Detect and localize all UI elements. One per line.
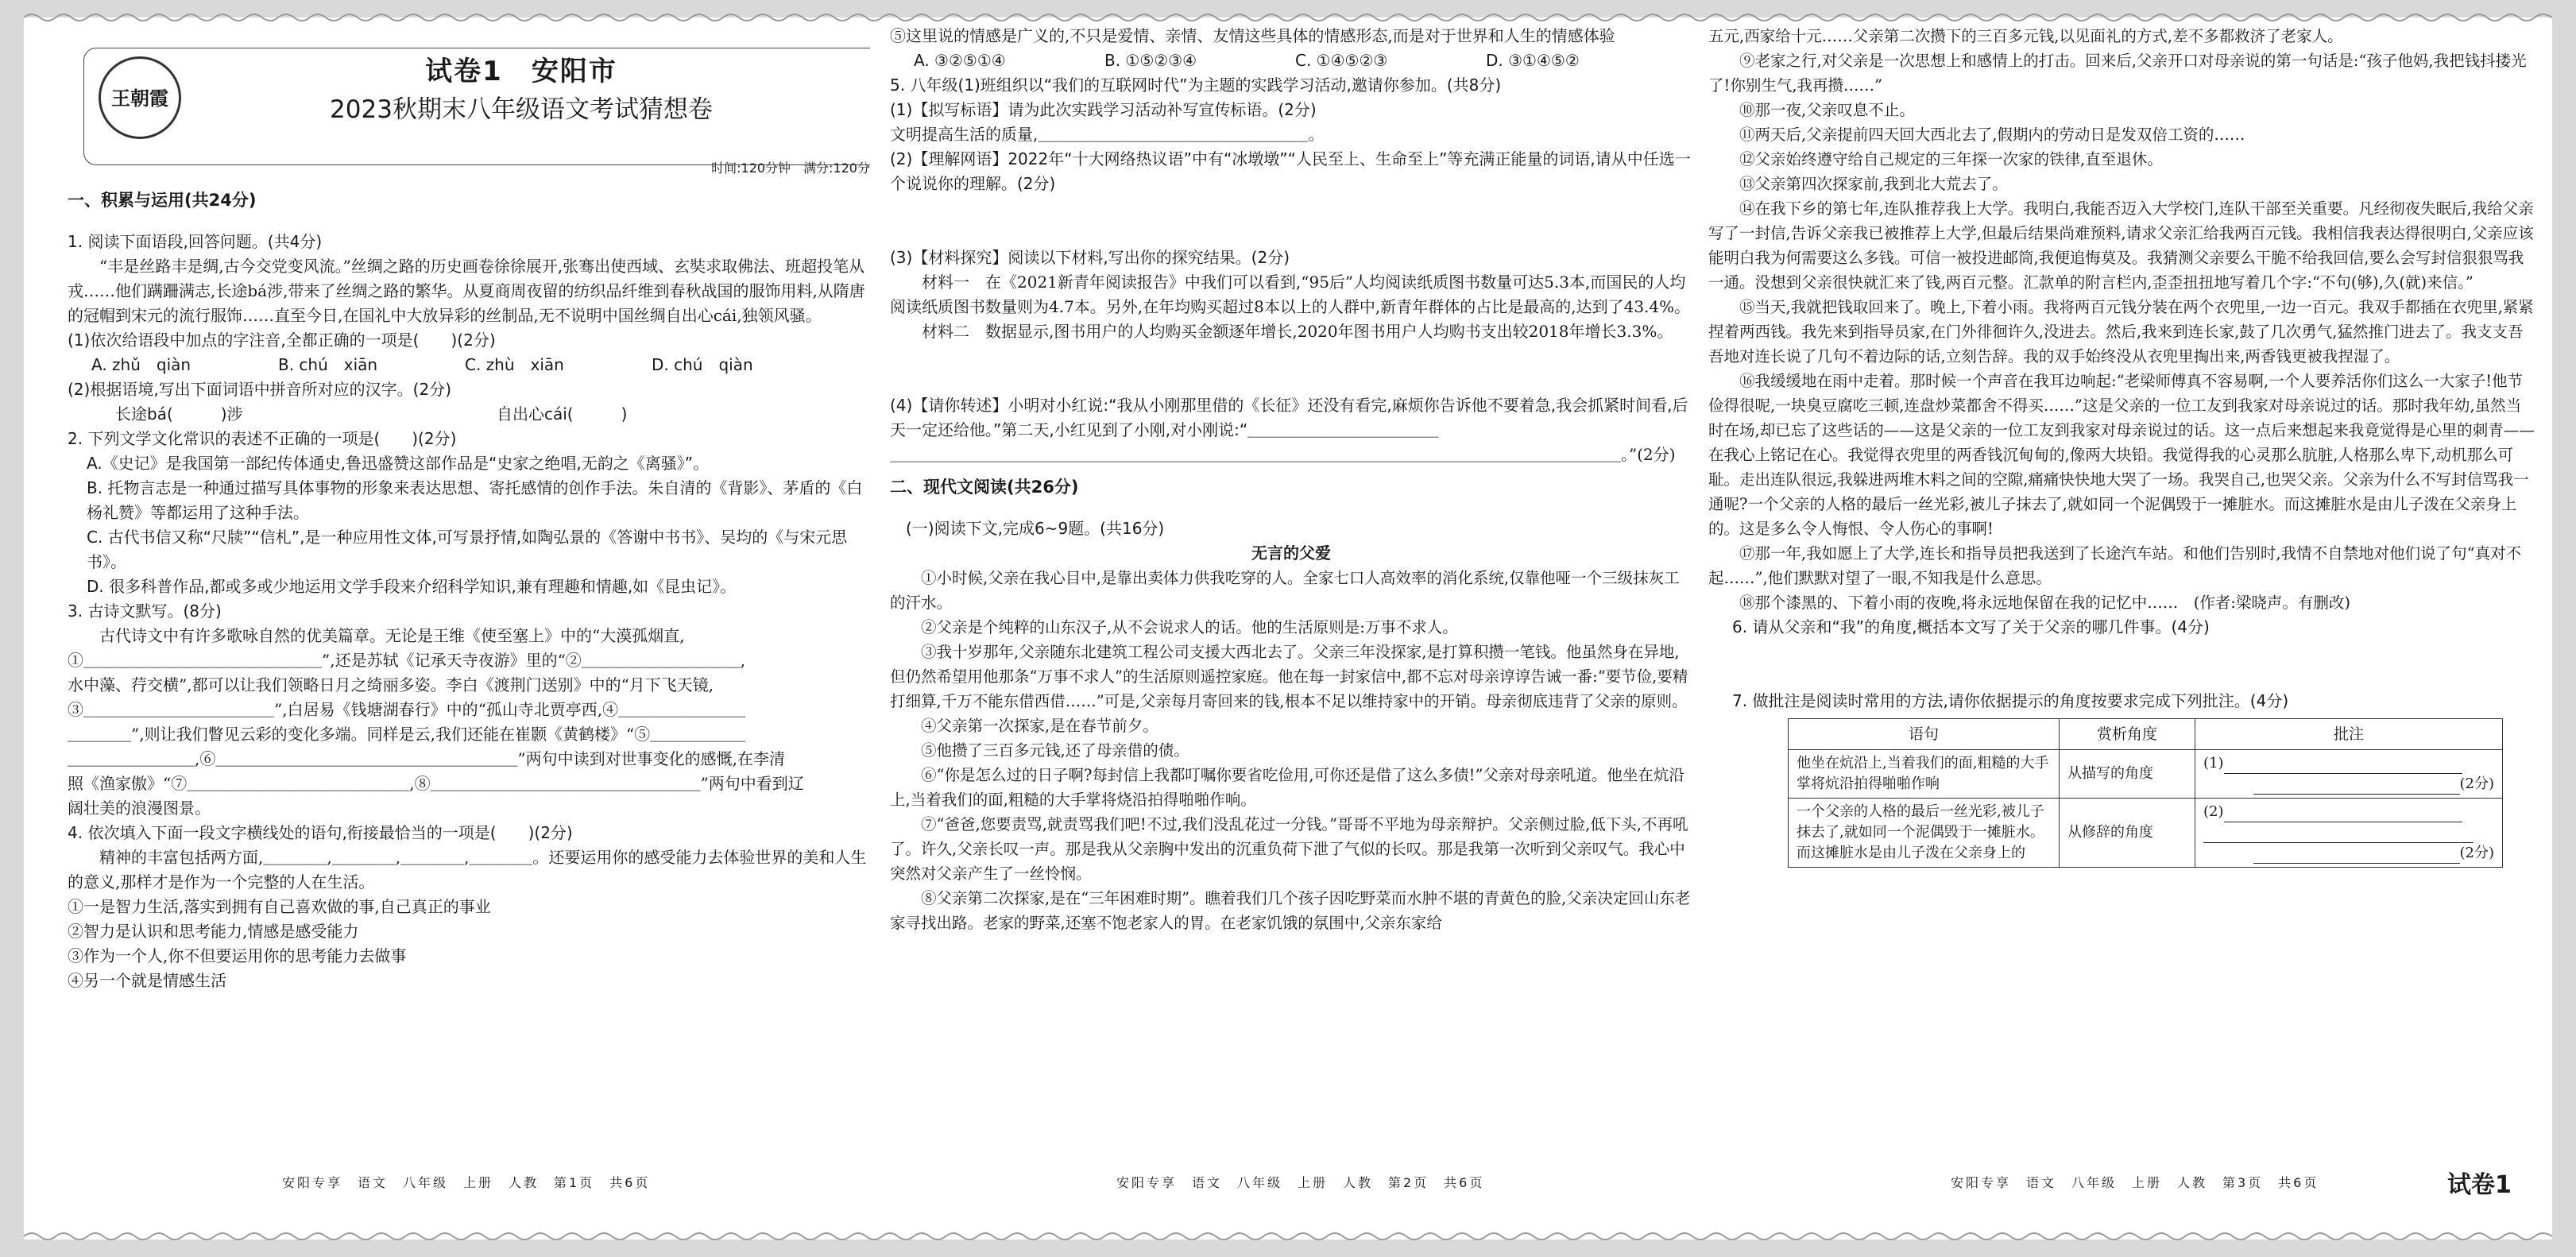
table-header-row bbox=[1789, 719, 2503, 750]
story-para-2: ②父亲是个纯粹的山东汉子,从不会说求人的话。他的生活原则是:万事不求人。 bbox=[921, 618, 1458, 636]
row1-score: (2分) bbox=[2459, 775, 2494, 792]
story-para-4: ④父亲第一次探家,是在春节前夕。 bbox=[921, 717, 1158, 735]
q3-line-1: 古代诗文中有许多歌咏自然的优美篇章。无论是王维《使至塞上》中的“大漠孤烟直, bbox=[99, 626, 685, 645]
q2-option-a: A.《史记》是我国第一部纪传体通史,鲁迅盛赞这部作品是“史家之绝唱,无韵之《离骚》”。 bbox=[87, 454, 710, 473]
story-para-6: ⑥“你是怎么过的日子啊?每封信上我都叮嘱你要省吃俭用,可你还是借了这么多债!”父亲对母亲吼道。他坐在炕沿上,当着我们的面,粗糙的大手掌将烧沿拍得啪啪作响。 bbox=[890, 766, 1684, 809]
row2-sentence: 一个父亲的人格的最后一丝光彩,被儿子抹去了,就如同一个泥偶毁于一摊脏水。而这摊脏水是由儿子泼在父亲身上的 bbox=[1789, 799, 2060, 868]
q4-option-b: B. ①⑤②③④ bbox=[1104, 51, 1197, 70]
q1-sub2: (2)根据语境,写出下面词语中拼音所对应的汉字。(2分) bbox=[68, 380, 452, 399]
q2-option-b: B. 托物言志是一种通过描写具体事物的形象来表达思想、寄托感情的创作手法。朱自清的《背影》、茅盾的《白杨礼赞》等都运用了这种手法。 bbox=[87, 478, 863, 522]
page-column-3 bbox=[1708, 24, 2535, 1144]
table-header-sentence: 语句 bbox=[1789, 719, 2060, 750]
q5-2-answer-space[interactable] bbox=[890, 196, 1692, 246]
page-column-2 bbox=[890, 24, 1692, 1144]
q1-passage: “丰是丝路丰是绸,古今交党变风流。”丝绸之路的历史画卷徐徐展开,张骞出使西域、玄奘求取佛法、班超投笔从戎……他们蹒跚满志,长途bá涉,带来了丝绸之路的繁华。从夏商周夜留的纺织品纤维到春秋战国的服饰用料,从隋唐的冠帽到宋元的流行服饰……直至今日,在国礼中大放异彩的丝制品,无不说明中国丝绸自出心cái,独领风骚。 bbox=[68, 257, 865, 325]
q3-line-4: ③＿＿＿＿＿＿＿＿＿＿＿＿”,白居易《钱塘湖春行》中的“孤山寺北贾亭西,④＿＿＿＿＿＿＿＿ bbox=[68, 700, 746, 719]
q1-option-d: D. chú qiàn bbox=[652, 355, 753, 374]
q4-item-1: ①一是智力生活,落实到拥有自己喜欢做的事,自己真正的事业 bbox=[68, 897, 491, 916]
row1-note-num: (1) bbox=[2203, 755, 2224, 772]
q1-sub1: (1)依次给语段中加点的字注音,全都正确的一项是( )(2分) bbox=[68, 331, 496, 350]
q3-line-3: 水中藻、荇交横”,都可以让我们领略日月之绮丽多姿。李白《渡荆门送别》中的“月下飞天镜, bbox=[68, 675, 714, 694]
logo-text: 王朝霞 bbox=[111, 86, 168, 110]
row2-note-cell[interactable] bbox=[2195, 799, 2503, 868]
q4-item-2: ②智力是认识和思考能力,情感是感受能力 bbox=[68, 922, 359, 941]
table-row bbox=[1789, 750, 2503, 799]
exam-header bbox=[68, 48, 870, 167]
story-para-14: ⑭在我下乡的第七年,连队推荐我上大学。我明白,我能否迈入大学校门,连队干部至关重要。凡经彻夜失眠后,我给父亲写了一封信,告诉父亲我已被推荐上大学,但最后结果尚难预料,请求父亲汇给我两百元钱。我相信我表达得很明白,父亲应该能明白我为何需要这么多钱。可信一被投进邮筒,我便追悔莫及。我猜测父亲要么干脆不给我回信,要么会写封信狠狠骂我一通。没想到父亲很快就汇来了钱,两百元整。汇款单的附言栏内,歪歪扭扭地写着几个字:“不句(够),久(就)来信。” bbox=[1708, 199, 2534, 292]
q5-1: (1)【拟写标语】请为此次实践学习活动补写宣传标语。(2分) bbox=[890, 100, 1317, 119]
story-para-8: ⑧父亲第二次探家,是在“三年困难时期”。瞧着我们几个孩子因吃野菜而水肿不堪的青黄色的脸,父亲决定回山东老家寻找出路。老家的野菜,还塞不饱老家人的胃。在老家饥饿的氛围中,父亲东家给 bbox=[890, 889, 1691, 932]
story-para-3: ③我十岁那年,父亲随东北建筑工程公司支援大西北去了。父亲三年没探家,是打算积攒一笔钱。他虽然身在异地,但仍然希望用他那条“万事不求人”的生活原则遥控家庭。他在每一封家信中,都不忘对母亲谆谆告诫一番:“要节俭,要精打细算,千万不能东借西借……”可是,父亲每月寄回来的钱,根本不足以维持家中的开销。母亲彻底违背了父亲的原则。 bbox=[890, 643, 1688, 710]
story-para-12: ⑫父亲始终遵守给自己规定的三年探一次家的铁律,直至退休。 bbox=[1739, 150, 2163, 168]
q4-options bbox=[890, 48, 1692, 73]
q2-option-c: C. 古代书信又称“尺牍”“信札”,是一种应用性文体,可写景抒情,如陶弘景的《答谢中书书》、吴均的《与宋元思书》。 bbox=[87, 528, 848, 571]
row1-angle: 从描写的角度 bbox=[2060, 750, 2195, 799]
footer-page-3: 安阳专享 语文 八年级 上册 人教 第3页 共6页 bbox=[1951, 1175, 2319, 1190]
title-box bbox=[83, 48, 870, 165]
paper-subtitle: 2023秋期末八年级语文考试猜想卷 bbox=[330, 95, 713, 124]
q1-sub2-item-2: 自出心cái( ) bbox=[497, 404, 628, 424]
q5-3-answer-space[interactable] bbox=[890, 344, 1692, 393]
q1-option-a: A. zhǔ qiàn bbox=[91, 355, 191, 374]
story-para-11: ⑪两天后,父亲提前四天回大西北去了,假期内的劳动日是发双倍工资的…… bbox=[1739, 126, 2245, 144]
q5-4: (4)【请你转述】小明对小红说:“我从小刚那里借的《长征》还没有看完,麻烦你告诉他不要着急,我会抓紧时间看,后天一定还给他。”第二天,小红见到了小刚,对小刚说:“＿＿＿＿＿＿＿＿＿＿＿＿ bbox=[890, 396, 1688, 439]
q4-item-3: ③作为一个人,你不但要运用你的思考能力去做事 bbox=[68, 946, 407, 965]
q2-option-d: D. 很多科普作品,都或多或少地运用文学手段来介绍科学知识,兼有理趣和情趣,如《昆虫记》。 bbox=[87, 577, 737, 596]
q5-1-answer-line[interactable]: 文明提高生活的质量,＿＿＿＿＿＿＿＿＿＿＿＿＿＿＿＿＿。 bbox=[890, 125, 1325, 144]
table-row bbox=[1789, 799, 2503, 868]
q5-stem: 5. 八年级(1)班组织以“我们的互联网时代”为主题的实践学习活动,邀请你参加。(共8分) bbox=[890, 75, 1502, 95]
wave-border-top bbox=[24, 11, 2552, 24]
page-column-1 bbox=[68, 48, 870, 1168]
story-para-8-cont: 五元,西家给十元……父亲第二次攒下的三百多元钱,以见面礼的方式,差不多都救济了老家人。 bbox=[1708, 27, 2343, 45]
q5-3-material-1: 材料一 在《2021新青年阅读报告》中我们可以看到,“95后”人均阅读纸质图书数量可达5.3本,而国民的人均阅读纸质图书数量则为4.7本。另外,在年均购买超过8本以上的人群中,新青年群体的占比是最高的,达到了43.4%。 bbox=[890, 273, 1691, 316]
q1-option-b: B. chú xiān bbox=[278, 355, 378, 374]
q1-stem: 1. 阅读下面语段,回答问题。(共4分) bbox=[68, 232, 323, 251]
q5-2: (2)【理解网语】2022年“十大网络热议语”中有“冰墩墩”“人民至上、生命至上”等充满正能量的词语,请从中任选一个说说你的理解。(2分) bbox=[890, 149, 1691, 193]
q3-line-7: 照《渔家傲》“⑦＿＿＿＿＿＿＿＿＿＿＿＿＿＿,⑧＿＿＿＿＿＿＿＿＿＿＿＿＿＿＿＿＿”两句中看到辽 bbox=[68, 774, 804, 793]
q4-passage: 精神的丰富包括两方面,＿＿＿＿,＿＿＿＿,＿＿＿＿,＿＿＿＿。还要运用你的感受能力去体验世界的美和人生的意义,那样才是作为一个完整的人在生活。 bbox=[68, 848, 867, 892]
q1-options bbox=[68, 353, 870, 377]
story-title: 无言的父爱 bbox=[1251, 543, 1331, 563]
paper-title: 试卷1 安阳市 bbox=[425, 56, 617, 87]
q4-option-a: A. ③②⑤①④ bbox=[914, 51, 1006, 70]
q1-option-c: C. zhù xiān bbox=[465, 355, 564, 374]
story-para-5: ⑤他攒了三百多元钱,还了母亲借的债。 bbox=[921, 741, 1189, 760]
q1-sub2-item-1: 长途bá( )涉 bbox=[115, 404, 243, 424]
q3-stem: 3. 古诗文默写。(8分) bbox=[68, 601, 222, 621]
q6-stem: 6. 请从父亲和“我”的角度,概括本文写了关于父亲的哪几件事。(4分) bbox=[1732, 617, 2210, 636]
paper-label: 试卷1 bbox=[2447, 1171, 2512, 1199]
q5-4-answer-line[interactable]: ＿＿＿＿＿＿＿＿＿＿＿＿＿＿＿＿＿＿＿＿＿＿＿＿＿＿＿＿＿＿＿＿＿＿＿＿＿＿＿＿＿＿＿＿＿＿。”(2分) bbox=[890, 445, 1676, 464]
q5-3: (3)【材料探究】阅读以下材料,写出你的探究结果。(2分) bbox=[890, 248, 1290, 267]
story-para-10: ⑩那一夜,父亲叹息不止。 bbox=[1739, 101, 1915, 119]
story-para-7: ⑦“爸爸,您要责骂,就责骂我们吧!不过,我们没乱花过一分钱。”哥哥不平地为母亲辩护。父亲侧过脸,低下头,不再吼了。许久,父亲长叹一声。那是我从父亲胸中发出的沉重负荷下泄了气似的长叹。那是我第一次听到父亲叹气。我心中突然对父亲产生了一丝怜悯。 bbox=[890, 815, 1688, 883]
row1-note-cell[interactable] bbox=[2195, 750, 2503, 799]
section-heading-2: 二、现代文阅读(共26分) bbox=[890, 478, 1079, 497]
story-para-13: ⑬父亲第四次探家前,我到北大荒去了。 bbox=[1739, 175, 2008, 193]
table-header-angle: 赏析角度 bbox=[2060, 719, 2195, 750]
row2-score: (2分) bbox=[2459, 845, 2494, 861]
time-info: 时间:120分钟 满分:120分 bbox=[711, 161, 870, 176]
q3-line-5: ＿＿＿＿”,则让我们瞥见云彩的变化多端。同样是云,我们还能在崔颢《黄鹤楼》“⑤＿＿＿＿＿＿ bbox=[68, 725, 746, 744]
q3-line-6: ＿＿＿＿＿＿＿＿,⑥＿＿＿＿＿＿＿＿＿＿＿＿＿＿＿＿＿＿＿”两句中读到对世事变化的感慨,在李清 bbox=[68, 749, 785, 768]
story-para-9: ⑨老家之行,对父亲是一次思想上和感情上的打击。回来后,父亲开口对母亲说的第一句话是:“孩子他妈,我把钱抖搂光了!你别生气,我再攒……” bbox=[1708, 52, 2527, 95]
story-para-18: ⑱那个漆黑的、下着小雨的夜晚,将永远地保留在我的记忆中…… (作者:梁晓声。有删改) bbox=[1739, 594, 2350, 612]
q6-answer-space[interactable] bbox=[1708, 640, 2535, 689]
q7-stem: 7. 做批注是阅读时常用的方法,请你依据提示的角度按要求完成下列批注。(4分) bbox=[1732, 691, 2289, 710]
q4-item-4: ④另一个就是情感生活 bbox=[68, 971, 226, 990]
story-para-15: ⑮当天,我就把钱取回来了。晚上,下着小雨。我将两百元钱分装在两个衣兜里,一边一百元。我双手都插在衣兜里,紧紧捏着两西钱。我先来到指导员家,在门外徘徊许久,没进去。然后,我来到连长家,鼓了几次勇气,猛然推门进去了。我支支吾吾地对连长说了几句不着边际的话,立刻告辞。我的双手始终没从衣兜里掏出来,两香钱更被我捏湿了。 bbox=[1708, 298, 2534, 365]
q3-line-2: ①＿＿＿＿＿＿＿＿＿＿＿＿＿＿＿”,还是苏轼《记承天寺夜游》里的“②＿＿＿＿＿＿＿＿＿＿, bbox=[68, 651, 746, 670]
q4-item-5: ⑤这里说的情感是广义的,不只是爱情、亲情、友情这些具体的情感形态,而是对于世界和人生的情感体验 bbox=[890, 26, 1615, 45]
table-header-note: 批注 bbox=[2195, 719, 2503, 750]
story-para-17: ⑰那一年,我如愿上了大学,连长和指导员把我送到了长途汽车站。和他们告别时,我情不自禁地对他们说了句“真对不起……”,他们默默对望了一眼,不知我是什么意思。 bbox=[1708, 544, 2522, 587]
q3-line-8: 阔壮美的浪漫图景。 bbox=[68, 799, 211, 818]
q2-stem: 2. 下列文学文化常识的表述不正确的一项是( )(2分) bbox=[68, 429, 457, 448]
q4-stem: 4. 依次填入下面一段文字横线处的语句,衔接最恰当的一项是( )(2分) bbox=[68, 823, 573, 842]
reading-1-stem: (一)阅读下文,完成6~9题。(共16分) bbox=[906, 519, 1165, 538]
story-para-16: ⑯我缓缓地在雨中走着。那时候一个声音在我耳边响起:“老梁师傅真不容易啊,一个人要养活你们这么一大家子!他节俭得很呢,一块臭豆腐吃三顿,连盘炒菜都舍不得买……”这是父亲的一位工友到我家对母亲说过的话。那时我年幼,虽然当时在场,却已忘了这些话的——这是父亲的一位工友到我家对母亲说过的话。这一点后来想起来我竟觉得是心里的刺青——在我心上铭记在心。我觉得衣兜里的两香钱沉甸甸的,像两大块铅。我觉得我的心灵那么肮脏,人格那么卑下,动机那么可耻。走出连队很远,我躲进两堆木料之间的空隙,痛痛快快地大哭了一场。我哭自己,也哭父亲。父亲为什么不写封信骂我一通呢?一个父亲的人格的最后一丝光彩,被儿子抹去了,就如同一个泥偶毁于一摊脏水。而这摊脏水是由儿子泼在父亲身上的。这是多么令人悔恨、令人伤心的事啊! bbox=[1708, 372, 2535, 538]
q1-sub2-items bbox=[68, 402, 870, 427]
section-heading-1: 一、积累与运用(共24分) bbox=[68, 191, 257, 210]
q5-3-material-2: 材料二 数据显示,图书用户的人均购买金额逐年增长,2020年图书用户人均购书支出较2018年增长3.3%。 bbox=[922, 322, 1673, 341]
row2-angle: 从修辞的角度 bbox=[2060, 799, 2195, 868]
annotation-table bbox=[1788, 718, 2503, 868]
story-para-1: ①小时候,父亲在我心目中,是靠出卖体力供我吃穿的人。全家七口人高效率的消化系统,仅靠他哑一个三级抹灰工的汗水。 bbox=[890, 569, 1680, 612]
q4-option-d: D. ③①④⑤② bbox=[1486, 51, 1580, 70]
row1-sentence: 他坐在炕沿上,当着我们的面,粗糙的大手掌将炕沿拍得啪啪作响 bbox=[1789, 750, 2060, 799]
footer-page-2: 安阳专享 语文 八年级 上册 人教 第2页 共6页 bbox=[1116, 1175, 1485, 1190]
row2-note-num: (2) bbox=[2203, 803, 2224, 820]
footer-page-1: 安阳专享 语文 八年级 上册 人教 第1页 共6页 bbox=[282, 1175, 651, 1190]
q4-option-c: C. ①④⑤②③ bbox=[1295, 51, 1388, 70]
wave-border-bottom bbox=[24, 1230, 2552, 1243]
